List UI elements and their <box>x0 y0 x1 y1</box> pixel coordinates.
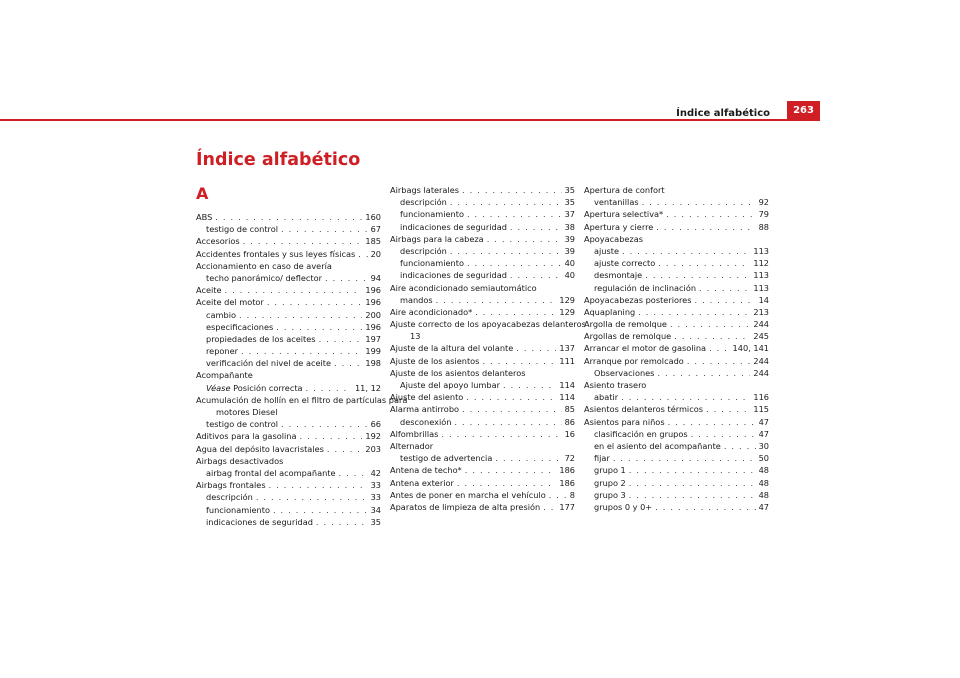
index-see-reference: Véase <box>206 382 231 393</box>
index-term: Apoyacabezas posteriores <box>584 294 692 305</box>
index-page-ref: 37 <box>564 209 575 220</box>
index-page-ref: 111 <box>559 355 575 366</box>
dot-leader <box>215 211 362 223</box>
index-term: ABS <box>196 212 213 222</box>
dot-leader <box>243 235 363 247</box>
dot-leader <box>462 184 562 196</box>
index-term: Ajuste del asiento <box>390 392 464 403</box>
index-entry <box>584 318 769 330</box>
index-entry: Acompañante <box>196 370 253 381</box>
index-entry <box>196 443 381 455</box>
index-page-ref: 197 <box>365 333 381 344</box>
index-term: Alfombrillas <box>390 428 439 439</box>
index-page-ref: 177 <box>559 501 575 512</box>
index-term: grupos 0 y 0+ <box>594 501 653 512</box>
index-page-ref: 35 <box>564 197 575 208</box>
index-page-ref: 8 <box>569 489 575 500</box>
index-entry <box>196 333 381 345</box>
index-entry <box>196 321 381 333</box>
index-page-ref: 137 <box>559 343 575 354</box>
dot-leader <box>657 367 750 379</box>
index-page-ref: 35 <box>564 185 575 195</box>
dot-leader <box>267 296 363 308</box>
index-term: Ajuste del apoyo lumbar <box>400 380 500 390</box>
index-page-ref: 199 <box>365 346 381 357</box>
index-page-ref: 185 <box>365 236 381 247</box>
dot-leader <box>549 489 567 501</box>
index-term: Ajuste de la altura del volante <box>390 343 514 354</box>
index-column-1 <box>196 211 408 528</box>
index-entry: Aire acondicionado semiautomático <box>390 282 537 293</box>
index-entry <box>584 221 769 233</box>
index-entry <box>196 235 381 247</box>
index-term: Aditivos para la gasolina <box>196 431 297 442</box>
index-term: Airbags frontales <box>196 480 266 491</box>
index-entry <box>584 282 769 294</box>
index-term: Ajuste correcto de los apoyacabezas delanteros <box>390 319 586 330</box>
index-entry <box>390 196 575 208</box>
dot-leader <box>450 196 562 208</box>
index-term: Antes de poner en marcha el vehículo <box>390 489 546 500</box>
dot-leader <box>325 272 368 284</box>
index-term: Aquaplaning <box>584 306 636 317</box>
index-entry <box>584 403 769 415</box>
index-term: testigo de advertencia <box>400 453 493 464</box>
index-page-ref: 40 <box>564 258 575 269</box>
index-term: Asientos delanteros térmicos <box>584 404 703 415</box>
dot-leader <box>358 248 367 260</box>
index-term: Arranque por remolcado <box>584 355 684 366</box>
index-entry <box>196 491 381 503</box>
index-page-ref: 186 <box>559 477 575 488</box>
dot-leader <box>642 196 756 208</box>
index-entry <box>196 357 381 369</box>
index-column-2 <box>390 184 586 513</box>
index-term: fijar <box>594 453 610 464</box>
index-entry <box>196 430 381 442</box>
index-page-ref: 30 <box>758 440 769 451</box>
dot-leader <box>475 306 556 318</box>
index-entry <box>196 516 381 528</box>
dot-leader <box>674 330 750 342</box>
running-header-title: Índice alfabético <box>676 108 770 119</box>
index-term: Aire acondicionado* <box>390 306 473 317</box>
index-entry <box>390 208 575 220</box>
dot-leader <box>694 294 755 306</box>
index-entry <box>390 403 575 415</box>
index-page-ref: 47 <box>758 428 769 439</box>
index-entry <box>196 296 381 308</box>
index-term: funcionamiento <box>400 209 464 220</box>
dot-leader <box>441 428 561 440</box>
index-page-ref: 33 <box>370 492 381 503</box>
index-page-ref: 67 <box>370 224 381 235</box>
index-page-ref: 114 <box>559 380 575 390</box>
index-term: indicaciones de seguridad <box>400 221 507 232</box>
index-page-ref: 200 <box>365 309 381 320</box>
index-term: descripción <box>400 197 447 208</box>
index-entry: Asiento trasero <box>584 380 647 390</box>
index-entry <box>584 477 769 489</box>
dot-leader <box>316 516 368 528</box>
index-entry <box>196 467 381 479</box>
page-title: Índice alfabético <box>196 150 361 170</box>
index-entry <box>584 306 769 318</box>
index-entry <box>196 345 381 357</box>
index-page-ref: 196 <box>365 321 381 332</box>
dot-leader <box>613 452 756 464</box>
dot-leader <box>299 430 362 442</box>
dot-leader <box>638 306 750 318</box>
index-entry <box>390 452 575 464</box>
dot-leader <box>668 416 756 428</box>
index-entry <box>196 382 381 394</box>
index-page-ref: 113 <box>753 270 769 281</box>
index-page-ref: 79 <box>758 209 769 220</box>
index-page-ref: 66 <box>370 419 381 430</box>
index-entry <box>390 233 575 245</box>
dot-leader <box>629 477 756 489</box>
index-page-ref: 86 <box>564 416 575 427</box>
dot-leader <box>306 382 352 394</box>
dot-leader <box>327 443 362 455</box>
index-entry: 13 <box>410 331 421 342</box>
dot-leader <box>256 491 368 503</box>
index-entry: Apertura de confort <box>584 185 665 195</box>
dot-leader <box>666 208 755 220</box>
index-page-ref: 112 <box>753 258 769 269</box>
index-entry: motores Diesel <box>216 407 278 417</box>
index-entry <box>584 501 769 513</box>
index-entry: Accionamiento en caso de avería <box>196 260 332 271</box>
index-page-ref: 40 <box>564 270 575 281</box>
index-term: testigo de control <box>206 419 279 430</box>
index-entry <box>390 184 575 196</box>
dot-leader <box>457 477 557 489</box>
index-entry <box>584 269 769 281</box>
index-page-ref: 50 <box>758 453 769 464</box>
index-entry <box>390 269 575 281</box>
dot-leader <box>273 504 368 516</box>
index-page-ref: 244 <box>753 367 769 378</box>
index-term: verificación del nivel de aceite <box>206 358 332 369</box>
index-entry <box>584 245 769 257</box>
index-term: abatir <box>594 392 619 403</box>
dot-leader <box>658 257 750 269</box>
index-page-ref: 47 <box>758 416 769 427</box>
index-column-3 <box>584 184 769 513</box>
dot-leader <box>436 294 557 306</box>
index-page-ref: 94 <box>370 272 381 283</box>
index-entry: Airbags desactivados <box>196 455 284 466</box>
index-page-ref: 38 <box>564 221 575 232</box>
dot-leader <box>465 464 557 476</box>
index-entry <box>584 391 769 403</box>
index-term: Argolla de remolque <box>584 319 667 330</box>
index-page-ref: 35 <box>370 516 381 527</box>
index-entry <box>390 245 575 257</box>
index-term: ventanillas <box>594 197 639 208</box>
index-page-ref: 48 <box>758 465 769 476</box>
dot-leader <box>645 269 750 281</box>
index-term: Antena exterior <box>390 477 454 488</box>
index-term: especificaciones <box>206 321 274 332</box>
index-entry <box>390 318 586 330</box>
index-term: Accidentes frontales y sus leyes físicas <box>196 248 356 259</box>
index-page-ref: 245 <box>753 331 769 342</box>
index-page-ref: 244 <box>753 319 769 330</box>
index-entry <box>584 257 769 269</box>
index-entry <box>390 355 575 367</box>
index-page-ref: 34 <box>370 504 381 515</box>
dot-leader <box>724 440 756 452</box>
index-page-ref: 113 <box>753 245 769 256</box>
dot-leader <box>467 257 562 269</box>
dot-leader <box>699 282 750 294</box>
dot-leader <box>709 342 729 354</box>
index-entry <box>196 272 381 284</box>
index-entry <box>584 196 769 208</box>
index-entry <box>390 477 575 489</box>
index-entry: Ajuste de los asientos delanteros <box>390 367 526 378</box>
index-entry <box>584 294 769 306</box>
dot-leader <box>516 342 556 354</box>
index-entry <box>390 416 575 428</box>
index-page-ref: 198 <box>365 358 381 369</box>
index-entry: Acumulación de hollín en el filtro de partículas para <box>196 394 408 405</box>
index-term: ajuste <box>594 245 619 256</box>
index-entry <box>390 221 575 233</box>
index-entry <box>196 248 381 260</box>
index-page-ref: 114 <box>559 392 575 403</box>
index-entry <box>196 479 381 491</box>
index-page-ref: 39 <box>564 233 575 244</box>
dot-leader <box>691 428 756 440</box>
index-entry <box>390 464 575 476</box>
index-page-ref: 20 <box>370 248 381 259</box>
dot-leader <box>339 467 368 479</box>
index-entry: Alternador <box>390 440 434 451</box>
index-term: cambio <box>206 309 236 320</box>
index-term: funcionamiento <box>400 258 464 269</box>
index-page-ref: 196 <box>365 285 381 296</box>
dot-leader <box>622 245 750 257</box>
index-term <box>206 382 303 394</box>
index-term: Agua del depósito lavacristales <box>196 443 324 454</box>
index-page-ref: 88 <box>758 221 769 232</box>
dot-leader <box>706 403 750 415</box>
index-term-text: Posición correcta <box>230 382 303 393</box>
dot-leader <box>281 418 368 430</box>
dot-leader <box>225 284 363 296</box>
index-term: Airbags laterales <box>390 185 460 195</box>
index-page-ref: 160 <box>365 212 381 222</box>
dot-leader <box>629 489 756 501</box>
index-term: mandos <box>400 294 433 305</box>
index-entry <box>196 418 381 430</box>
dot-leader <box>466 391 556 403</box>
index-page-ref: 85 <box>564 404 575 415</box>
index-term: Alarma antirrobo <box>390 404 460 415</box>
index-page-ref: 115 <box>753 404 769 415</box>
index-page-ref: 48 <box>758 477 769 488</box>
index-entry <box>390 391 575 403</box>
index-entry: Apoyacabezas <box>584 233 644 244</box>
index-page-ref: 244 <box>753 355 769 366</box>
index-term: en el asiento del acompañante <box>594 440 721 451</box>
header-rule <box>0 119 820 121</box>
index-term: Apertura selectiva* <box>584 209 664 220</box>
index-term: Arrancar el motor de gasolina <box>584 343 707 354</box>
dot-leader <box>319 333 363 345</box>
index-entry <box>390 428 575 440</box>
dot-leader <box>487 233 562 245</box>
index-page-ref: 113 <box>753 282 769 293</box>
index-page-ref: 48 <box>758 489 769 500</box>
dot-leader <box>503 379 556 391</box>
index-entry <box>584 355 769 367</box>
index-page-ref: 42 <box>370 467 381 478</box>
index-page-ref: 186 <box>559 465 575 476</box>
index-term: Airbags para la cabeza <box>390 233 484 244</box>
dot-leader <box>621 391 750 403</box>
index-entry <box>390 501 575 513</box>
index-entry <box>584 464 769 476</box>
dot-leader <box>450 245 562 257</box>
dot-leader <box>454 416 561 428</box>
index-term: Argollas de remolque <box>584 331 672 342</box>
dot-leader <box>241 345 362 357</box>
index-term: descripción <box>400 245 447 256</box>
index-entry <box>584 440 769 452</box>
section-letter: A <box>196 184 209 203</box>
dot-leader <box>510 221 562 233</box>
dot-leader <box>462 403 562 415</box>
index-term: Antena de techo* <box>390 465 462 476</box>
index-term: grupo 2 <box>594 477 626 488</box>
index-page-ref: 47 <box>758 501 769 512</box>
page-number-badge: 263 <box>787 101 820 119</box>
index-page-ref: 203 <box>365 443 381 454</box>
index-term: desmontaje <box>594 270 643 281</box>
index-term: indicaciones de seguridad <box>400 270 507 281</box>
dot-leader <box>239 309 362 321</box>
index-entry <box>390 342 575 354</box>
index-entry <box>584 208 769 220</box>
index-term: Aparatos de limpieza de alta presión <box>390 501 541 512</box>
index-term: funcionamiento <box>206 504 270 515</box>
index-term: Asientos para niños <box>584 416 665 427</box>
dot-leader <box>467 208 562 220</box>
index-term: testigo de control <box>206 224 279 235</box>
index-term: airbag frontal del acompañante <box>206 467 336 478</box>
index-term: techo panorámico/ deflector <box>206 272 322 283</box>
index-term: Accesorios <box>196 236 240 247</box>
index-term: Observaciones <box>594 367 655 378</box>
index-entry <box>584 367 769 379</box>
index-term: Apertura y cierre <box>584 221 654 232</box>
index-page-ref: 72 <box>564 453 575 464</box>
index-entry <box>584 489 769 501</box>
dot-leader <box>629 464 756 476</box>
index-entry <box>196 309 381 321</box>
index-entry <box>390 306 575 318</box>
index-term: propiedades de los aceites <box>206 333 316 344</box>
dot-leader <box>269 479 368 491</box>
index-page-ref: 213 <box>753 306 769 317</box>
index-entry <box>584 428 769 440</box>
index-entry <box>390 379 575 391</box>
index-entry <box>196 284 381 296</box>
index-entry <box>584 342 769 354</box>
dot-leader <box>687 355 751 367</box>
index-page-ref: 129 <box>559 294 575 305</box>
index-page-ref: 33 <box>370 480 381 491</box>
dot-leader <box>276 321 362 333</box>
index-term: regulación de inclinación <box>594 282 697 293</box>
index-entry <box>390 489 575 501</box>
index-term: Aceite del motor <box>196 297 264 308</box>
index-term: reponer <box>206 346 239 357</box>
index-entry <box>196 223 381 235</box>
dot-leader <box>482 355 556 367</box>
index-page-ref: 92 <box>758 197 769 208</box>
index-page-ref: 129 <box>559 306 575 317</box>
index-term: grupo 3 <box>594 489 626 500</box>
index-entry <box>584 452 769 464</box>
index-page-ref: 39 <box>564 245 575 256</box>
index-term: indicaciones de seguridad <box>206 516 313 527</box>
index-page-ref: 11, 12 <box>354 382 381 393</box>
index-entry <box>390 294 575 306</box>
index-entry <box>196 211 381 223</box>
dot-leader <box>495 452 561 464</box>
index-term: clasificación en grupos <box>594 428 688 439</box>
index-page-ref: 192 <box>365 431 381 442</box>
dot-leader <box>281 223 368 235</box>
index-page-ref: 140, 141 <box>732 343 769 354</box>
index-page-ref: 116 <box>753 392 769 403</box>
index-term: descripción <box>206 492 253 503</box>
index-term: Ajuste de los asientos <box>390 355 480 366</box>
index-term: grupo 1 <box>594 465 626 476</box>
index-term: desconexión <box>400 416 452 427</box>
index-term: Aceite <box>196 285 222 296</box>
dot-leader <box>510 269 562 281</box>
index-term: ajuste correcto <box>594 258 656 269</box>
index-page-ref: 16 <box>564 428 575 439</box>
index-entry <box>584 330 769 342</box>
index-entry <box>584 416 769 428</box>
index-entry <box>196 504 381 516</box>
dot-leader <box>656 221 755 233</box>
index-page-ref: 196 <box>365 297 381 308</box>
dot-leader <box>334 357 362 369</box>
index-page-ref: 14 <box>758 294 769 305</box>
dot-leader <box>655 501 755 513</box>
index-entry <box>390 257 575 269</box>
dot-leader <box>543 501 556 513</box>
dot-leader <box>670 318 750 330</box>
